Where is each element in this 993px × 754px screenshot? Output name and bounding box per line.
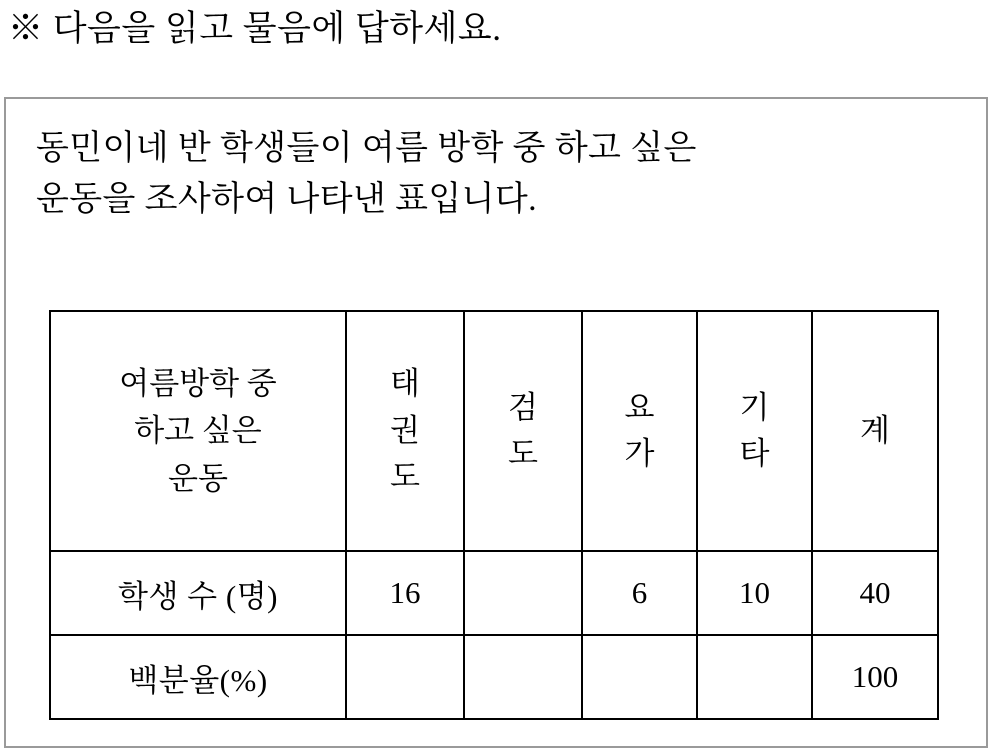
problem-box: [4, 97, 988, 748]
header-char: 검: [508, 389, 538, 425]
cell-student-count-taekwondo: 16: [346, 551, 464, 635]
cell-percentage-other: [697, 635, 812, 719]
cell-student-count-kendo: [464, 551, 582, 635]
instruction-text: ※ 다음을 읽고 물음에 답하세요.: [8, 9, 502, 48]
header-char: 권: [390, 412, 420, 448]
header-cell-other: [697, 311, 812, 551]
row-label-percentage: 백분율(%): [50, 635, 346, 719]
header-cell-yoga: [582, 311, 697, 551]
cell-percentage-taekwondo: [346, 635, 464, 719]
table-row: [50, 551, 938, 635]
header-char: 계: [860, 412, 890, 448]
cell-percentage-kendo: [464, 635, 582, 719]
header-label-line-3: 운동: [168, 460, 228, 496]
cell-student-count-total: 40: [812, 551, 938, 635]
header-cell-kendo: [464, 311, 582, 551]
table-row: [50, 635, 938, 719]
header-char: 태: [390, 366, 420, 402]
survey-table-wrapper: [49, 310, 937, 720]
table-header-row: [50, 311, 938, 551]
header-cell-total: [812, 311, 938, 551]
stem-line-1: 동민이네 반 학생들이 여름 방학 중 하고 싶은: [36, 130, 697, 167]
cell-percentage-total: 100: [812, 635, 938, 719]
header-char: 기: [739, 389, 770, 425]
row-label-student-count: 학생 수 (명): [50, 551, 346, 635]
header-char: 도: [508, 436, 538, 471]
header-cell-category: [50, 311, 346, 551]
header-label-line-2: 하고 싶은: [134, 413, 262, 449]
cell-student-count-yoga: 6: [582, 551, 697, 635]
header-cell-taekwondo: [346, 311, 464, 551]
header-char: 요: [624, 389, 655, 425]
header-char: 타: [739, 436, 770, 471]
header-char: 가: [624, 436, 655, 471]
stem-line-2: 운동을 조사하여 나타낸 표입니다.: [36, 181, 538, 218]
cell-student-count-other: 10: [697, 551, 812, 635]
problem-stem: [36, 123, 966, 225]
header-char: 도: [390, 459, 420, 495]
header-label-line-1: 여름방학 중: [119, 366, 277, 402]
survey-table: [49, 310, 939, 720]
cell-percentage-yoga: [582, 635, 697, 719]
